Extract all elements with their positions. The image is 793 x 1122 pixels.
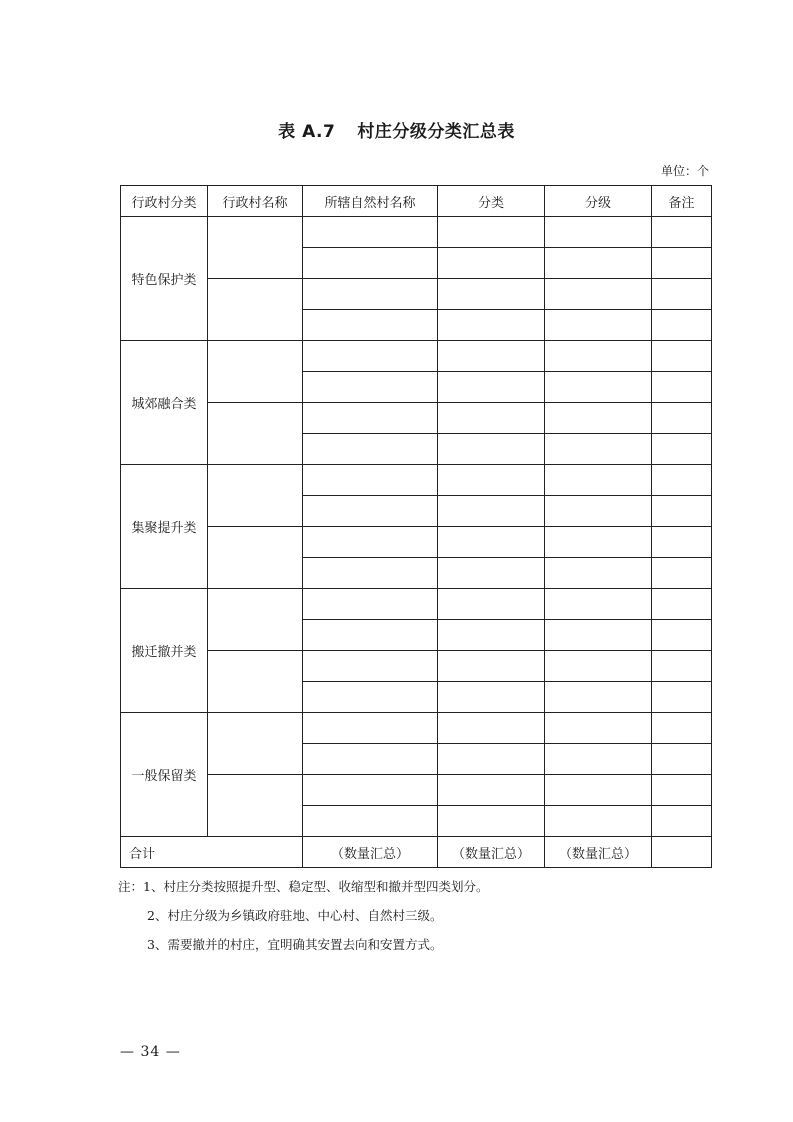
- admin-village-name-cell: [208, 775, 303, 837]
- grade-cell: [545, 589, 652, 620]
- grade-cell: [545, 403, 652, 434]
- remarks-cell: [652, 527, 712, 558]
- grade-cell: [545, 465, 652, 496]
- classification-cell: [438, 496, 545, 527]
- admin-village-name-cell: [208, 589, 303, 651]
- natural-village-name-cell: [303, 651, 438, 682]
- category-cell: 一般保留类: [121, 713, 208, 837]
- remarks-cell: [652, 620, 712, 651]
- total-grade: （数量汇总）: [545, 837, 652, 868]
- total-classification: （数量汇总）: [438, 837, 545, 868]
- grade-cell: [545, 217, 652, 248]
- remarks-cell: [652, 279, 712, 310]
- natural-village-name-cell: [303, 279, 438, 310]
- total-label: 合计: [121, 837, 303, 868]
- classification-cell: [438, 558, 545, 589]
- village-summary-table: [120, 185, 712, 868]
- category-cell: 特色保护类: [121, 217, 208, 341]
- header-natural-village-name: 所辖自然村名称: [303, 186, 438, 217]
- note-3: 3、需要撤并的村庄，宜明确其安置去向和安置方式。: [147, 937, 443, 952]
- header-admin-village-category: 行政村分类: [121, 186, 208, 217]
- total-row: [121, 837, 712, 868]
- natural-village-name-cell: [303, 744, 438, 775]
- unit-label: 单位：个: [660, 164, 709, 178]
- table-number: 表 A.7: [278, 122, 336, 142]
- table-row: [121, 527, 712, 558]
- classification-cell: [438, 620, 545, 651]
- grade-cell: [545, 248, 652, 279]
- notes: [118, 872, 488, 959]
- classification-cell: [438, 372, 545, 403]
- natural-village-name-cell: [303, 217, 438, 248]
- grade-cell: [545, 620, 652, 651]
- remarks-cell: [652, 372, 712, 403]
- natural-village-name-cell: [303, 465, 438, 496]
- classification-cell: [438, 465, 545, 496]
- classification-cell: [438, 682, 545, 713]
- classification-cell: [438, 341, 545, 372]
- grade-cell: [545, 744, 652, 775]
- classification-cell: [438, 248, 545, 279]
- remarks-cell: [652, 775, 712, 806]
- remarks-cell: [652, 217, 712, 248]
- admin-village-name-cell: [208, 341, 303, 403]
- grade-cell: [545, 372, 652, 403]
- natural-village-name-cell: [303, 496, 438, 527]
- table-row: [121, 279, 712, 310]
- remarks-cell: [652, 806, 712, 837]
- remarks-cell: [652, 713, 712, 744]
- grade-cell: [545, 527, 652, 558]
- natural-village-name-cell: [303, 806, 438, 837]
- table-row: [121, 403, 712, 434]
- header-row: [121, 186, 712, 217]
- grade-cell: [545, 279, 652, 310]
- remarks-cell: [652, 310, 712, 341]
- grade-cell: [545, 310, 652, 341]
- natural-village-name-cell: [303, 341, 438, 372]
- classification-cell: [438, 279, 545, 310]
- classification-cell: [438, 806, 545, 837]
- remarks-cell: [652, 651, 712, 682]
- admin-village-name-cell: [208, 527, 303, 589]
- classification-cell: [438, 434, 545, 465]
- grade-cell: [545, 434, 652, 465]
- note-1: 注：1、村庄分类按照提升型、稳定型、收缩型和撤并型四类划分。: [118, 879, 489, 894]
- table-row: [121, 713, 712, 744]
- header-grade: 分级: [545, 186, 652, 217]
- category-cell: 集聚提升类: [121, 465, 208, 589]
- total-natural-villages: （数量汇总）: [303, 837, 438, 868]
- grade-cell: [545, 775, 652, 806]
- table-row: [121, 775, 712, 806]
- classification-cell: [438, 713, 545, 744]
- admin-village-name-cell: [208, 403, 303, 465]
- remarks-cell: [652, 744, 712, 775]
- remarks-cell: [652, 682, 712, 713]
- table-row: [121, 465, 712, 496]
- table-row: [121, 217, 712, 248]
- classification-cell: [438, 217, 545, 248]
- natural-village-name-cell: [303, 682, 438, 713]
- table-row: [121, 341, 712, 372]
- table-row: [121, 651, 712, 682]
- remarks-cell: [652, 465, 712, 496]
- grade-cell: [545, 341, 652, 372]
- remarks-cell: [652, 589, 712, 620]
- remarks-cell: [652, 434, 712, 465]
- admin-village-name-cell: [208, 651, 303, 713]
- remarks-cell: [652, 403, 712, 434]
- admin-village-name-cell: [208, 279, 303, 341]
- classification-cell: [438, 403, 545, 434]
- grade-cell: [545, 496, 652, 527]
- admin-village-name-cell: [208, 465, 303, 527]
- admin-village-name-cell: [208, 217, 303, 279]
- classification-cell: [438, 527, 545, 558]
- natural-village-name-cell: [303, 620, 438, 651]
- natural-village-name-cell: [303, 775, 438, 806]
- table-title-text: 村庄分级分类汇总表: [357, 122, 515, 142]
- classification-cell: [438, 310, 545, 341]
- natural-village-name-cell: [303, 403, 438, 434]
- header-classification: 分类: [438, 186, 545, 217]
- classification-cell: [438, 744, 545, 775]
- category-cell: 城郊融合类: [121, 341, 208, 465]
- table-title: [0, 117, 793, 142]
- natural-village-name-cell: [303, 589, 438, 620]
- remarks-cell: [652, 341, 712, 372]
- natural-village-name-cell: [303, 248, 438, 279]
- category-cell: 搬迁撤并类: [121, 589, 208, 713]
- grade-cell: [545, 682, 652, 713]
- header-admin-village-name: 行政村名称: [208, 186, 303, 217]
- grade-cell: [545, 713, 652, 744]
- page-number: — 34 —: [120, 1044, 181, 1060]
- table-body: [121, 217, 712, 868]
- remarks-cell: [652, 496, 712, 527]
- natural-village-name-cell: [303, 527, 438, 558]
- grade-cell: [545, 558, 652, 589]
- natural-village-name-cell: [303, 310, 438, 341]
- grade-cell: [545, 806, 652, 837]
- classification-cell: [438, 589, 545, 620]
- total-remarks: [652, 837, 712, 868]
- header-remarks: 备注: [652, 186, 712, 217]
- grade-cell: [545, 651, 652, 682]
- natural-village-name-cell: [303, 434, 438, 465]
- table-row: [121, 589, 712, 620]
- natural-village-name-cell: [303, 372, 438, 403]
- natural-village-name-cell: [303, 558, 438, 589]
- classification-cell: [438, 775, 545, 806]
- natural-village-name-cell: [303, 713, 438, 744]
- classification-cell: [438, 651, 545, 682]
- note-2: 2、村庄分级为乡镇政府驻地、中心村、自然村三级。: [147, 908, 443, 923]
- remarks-cell: [652, 248, 712, 279]
- remarks-cell: [652, 558, 712, 589]
- admin-village-name-cell: [208, 713, 303, 775]
